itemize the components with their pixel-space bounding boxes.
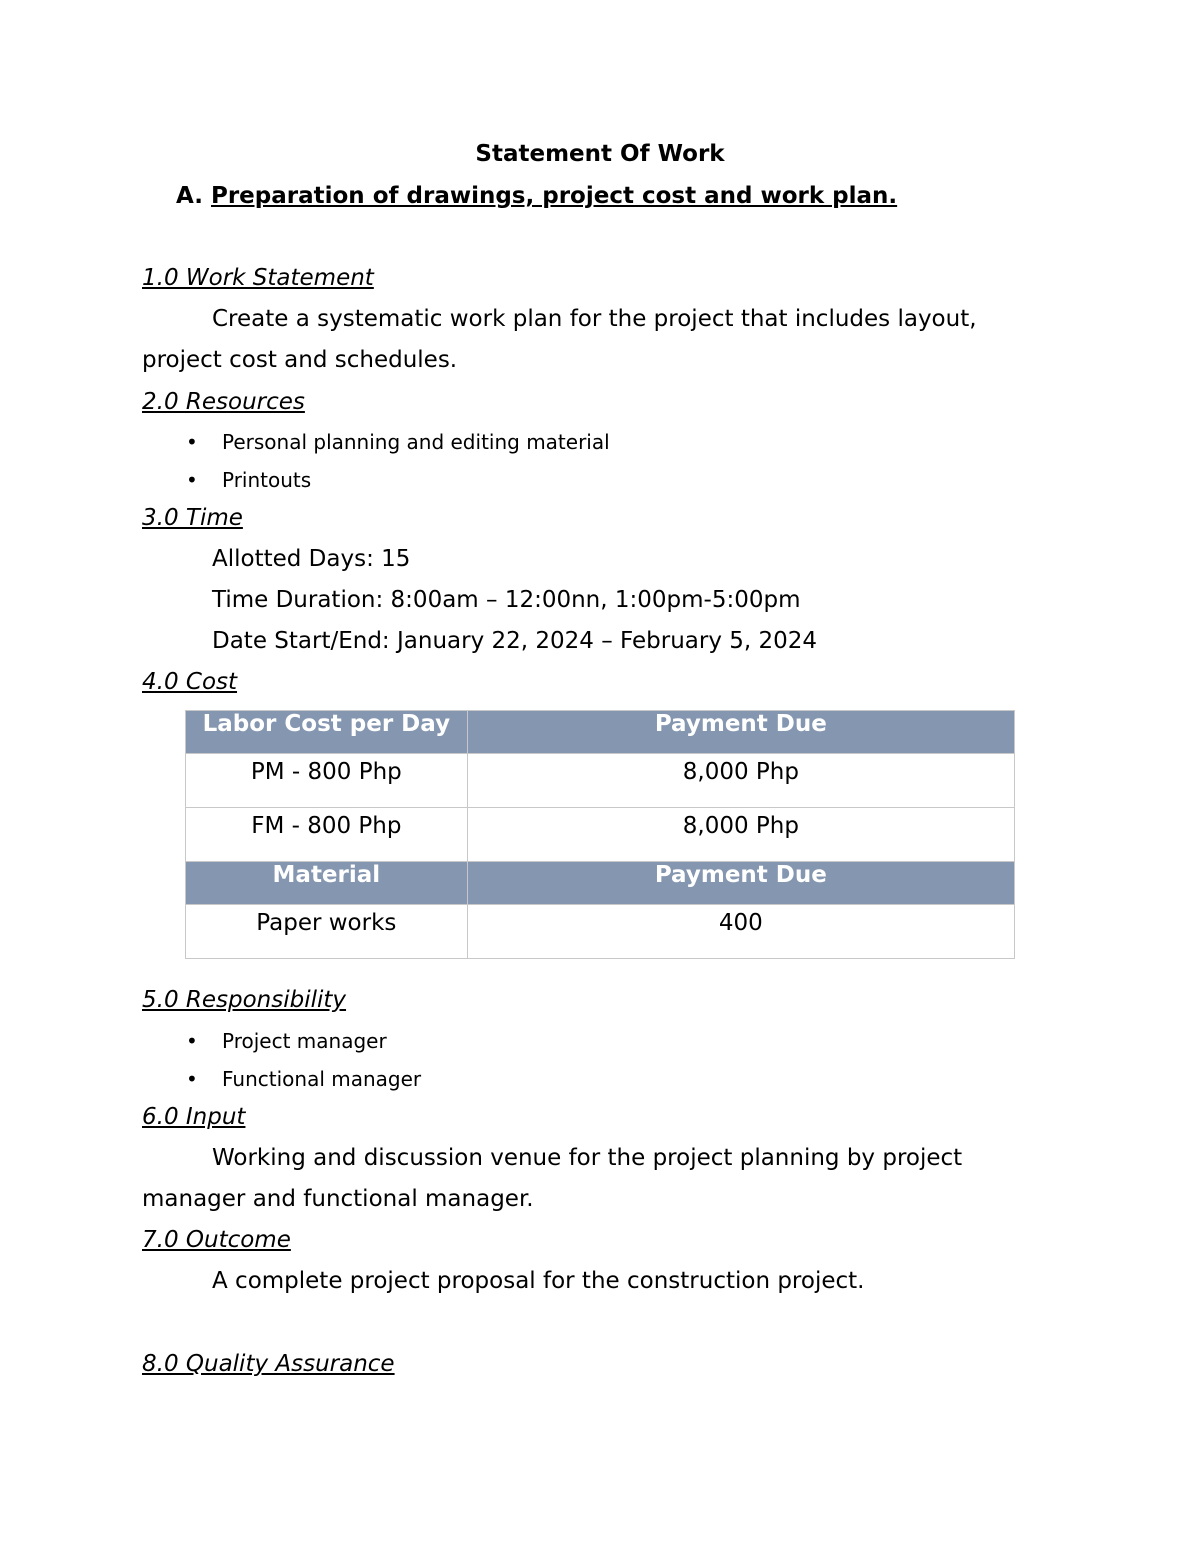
time-allotted: Allotted Days: 15 xyxy=(212,546,411,572)
list-item-text: Personal planning and editing material xyxy=(222,430,610,454)
bullet-dot-icon: • xyxy=(186,1029,198,1053)
cost-table xyxy=(185,710,1015,959)
column-header: Material xyxy=(186,862,468,905)
input-line-1: Working and discussion venue for the project planning by project xyxy=(212,1145,963,1171)
time-dates: Date Start/End: January 22, 2024 – February 5, 2024 xyxy=(212,628,818,654)
time-duration: Time Duration: 8:00am – 12:00nn, 1:00pm-5:00pm xyxy=(212,587,801,613)
table-row xyxy=(186,905,1015,959)
work-statement-line-2: project cost and schedules. xyxy=(142,347,458,373)
subtitle-prefix: A. xyxy=(176,183,211,209)
document-title: Statement Of Work xyxy=(475,141,725,167)
table-header-row xyxy=(186,862,1015,905)
bullet-dot-icon: • xyxy=(186,1067,198,1091)
list-item xyxy=(186,468,311,492)
input-line-2: manager and functional manager. xyxy=(142,1186,534,1212)
subtitle-text: Preparation of drawings, project cost and work plan. xyxy=(210,183,898,209)
heading-cost: 4.0 Cost xyxy=(142,669,238,695)
table-cell: FM - 800 Php xyxy=(186,808,468,862)
heading-resources: 2.0 Resources xyxy=(142,389,305,415)
table-row xyxy=(186,754,1015,808)
list-item-text: Functional manager xyxy=(222,1067,422,1091)
heading-responsibility: 5.0 Responsibility xyxy=(142,987,347,1013)
table-cell: 400 xyxy=(467,905,1014,959)
heading-outcome: 7.0 Outcome xyxy=(142,1227,291,1253)
table-cell: 8,000 Php xyxy=(467,808,1014,862)
column-header: Payment Due xyxy=(467,711,1014,754)
list-item-text: Printouts xyxy=(222,468,312,492)
list-item-text: Project manager xyxy=(222,1029,387,1053)
heading-input: 6.0 Input xyxy=(142,1104,246,1130)
list-item xyxy=(186,1029,387,1053)
bullet-dot-icon: • xyxy=(186,430,198,454)
work-statement-line-1: Create a systematic work plan for the project that includes layout, xyxy=(212,306,977,332)
bullet-dot-icon: • xyxy=(186,468,198,492)
table-cell: Paper works xyxy=(186,905,468,959)
column-header: Payment Due xyxy=(467,862,1014,905)
table-header-row xyxy=(186,711,1015,754)
heading-work-statement: 1.0 Work Statement xyxy=(142,265,374,291)
column-header: Labor Cost per Day xyxy=(186,711,468,754)
list-item xyxy=(186,1067,421,1091)
table-cell: PM - 800 Php xyxy=(186,754,468,808)
outcome-line-1: A complete project proposal for the construction project. xyxy=(212,1268,865,1294)
heading-quality-assurance: 8.0 Quality Assurance xyxy=(142,1351,395,1377)
heading-time: 3.0 Time xyxy=(142,505,243,531)
table-cell: 8,000 Php xyxy=(467,754,1014,808)
list-item xyxy=(186,430,610,454)
table-row xyxy=(186,808,1015,862)
document-subtitle xyxy=(176,183,897,209)
